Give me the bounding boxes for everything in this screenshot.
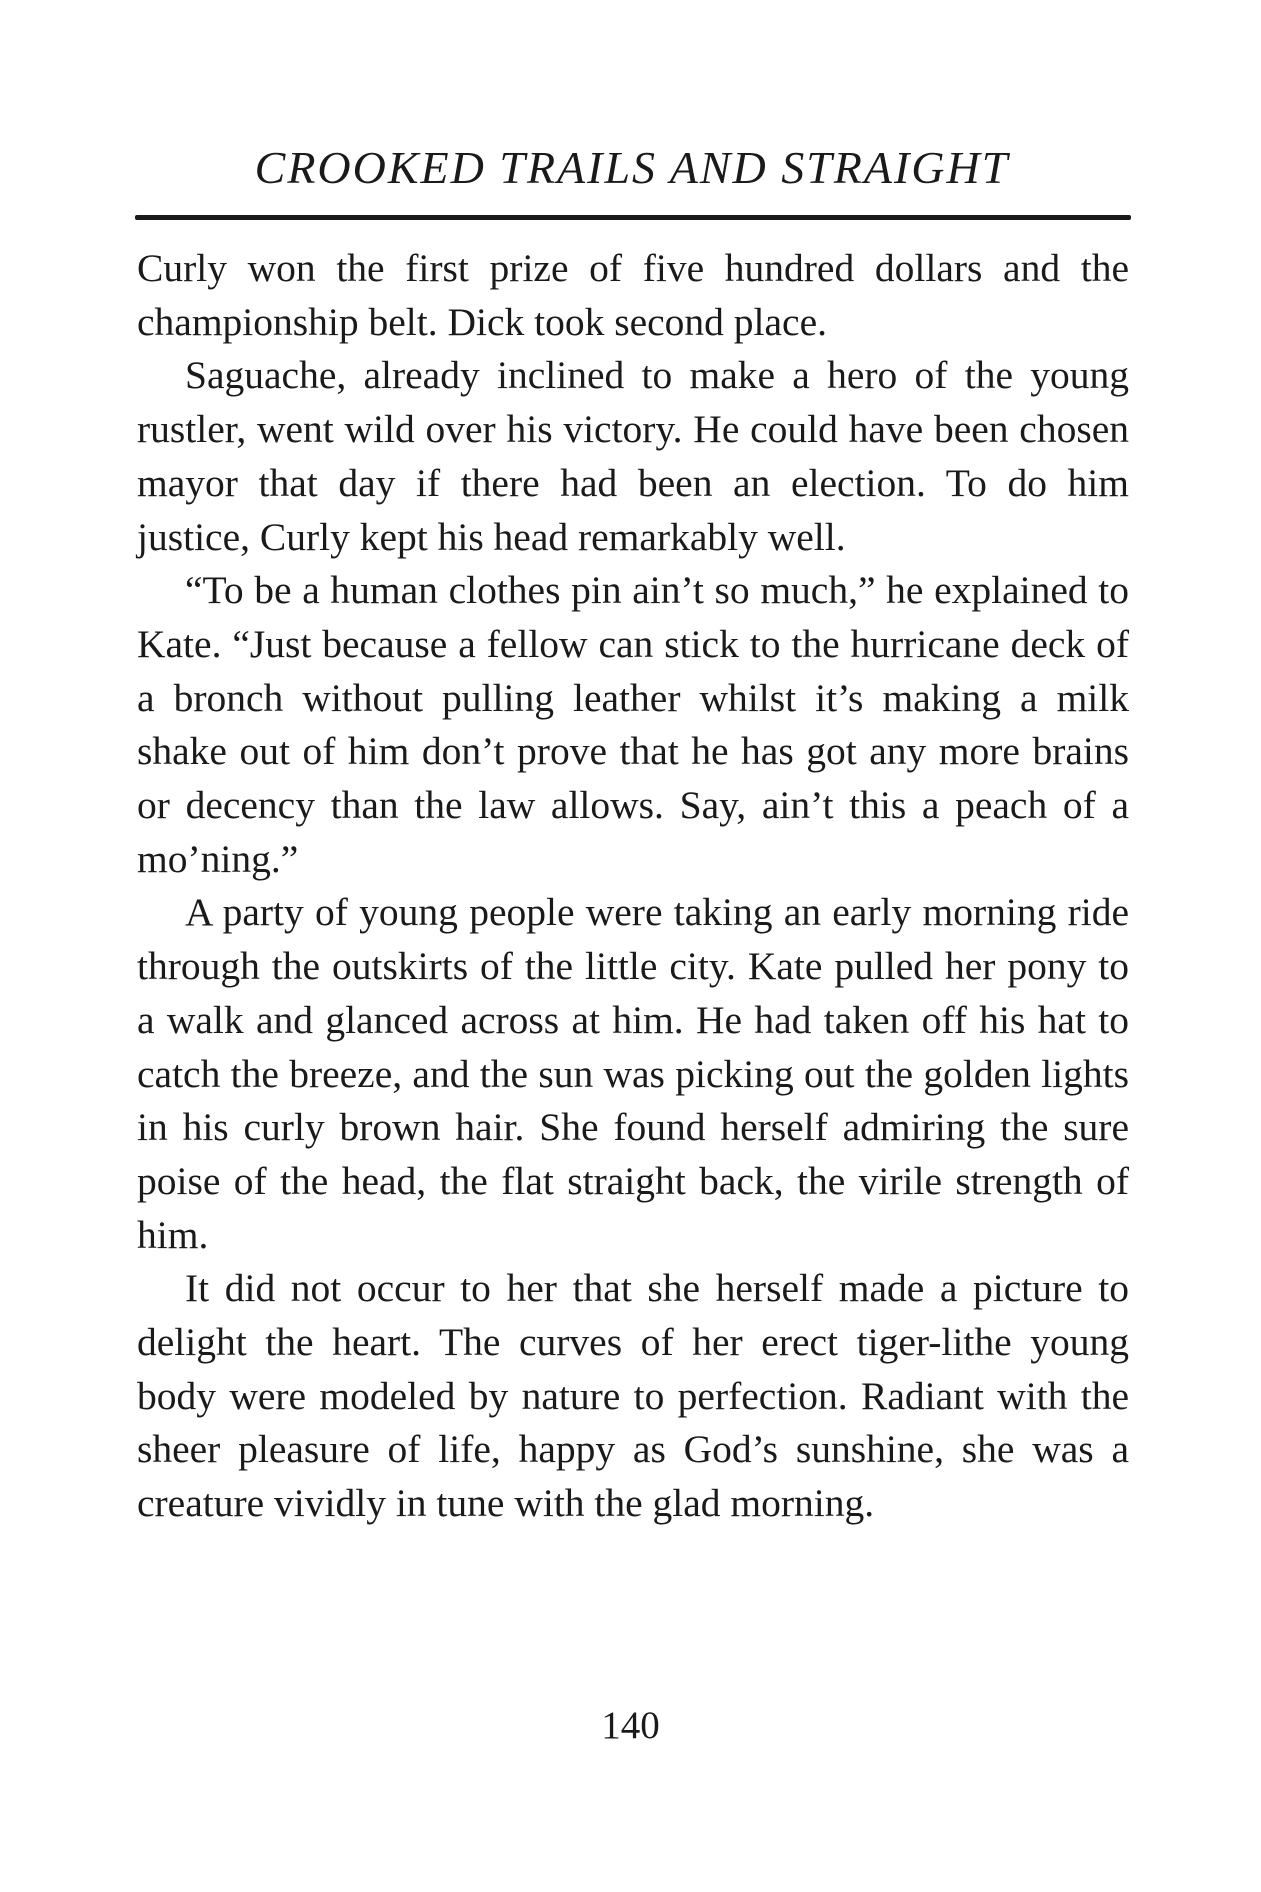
- running-head: CROOKED TRAILS AND STRAIGHT: [254, 142, 1010, 193]
- header-rule: [135, 215, 1131, 220]
- paragraph-1: Curly won the first prize of five hundred dollars and the championship belt. Dick took second place.: [137, 246, 1129, 344]
- paragraph-2: Saguache, already inclined to make a hero of the young rustler, went wild over his victory. He could have been chosen mayor that day if there had been an election. To do him justice, Curly kept his head remarkably well.: [137, 353, 1129, 559]
- paragraph-3: “To be a human clothes pin ain’t so much,” he explained to Kate. “Just because a fellow can stick to the hurricane deck of a bronch without pulling leather whilst it’s making a milk shake out of him don’t prove that he has got any more brains or decency than the law allows. Say, ain’t this a peach of a mo’ning.”: [137, 568, 1129, 881]
- body-text: [137, 242, 1129, 1531]
- paragraph-5: It did not occur to her that she herself made a picture to delight the heart. The curves of her erect tiger-lithe young body were modeled by nature to perfection. Radiant with the sheer pleasure of life, happy as God’s sunshine, she was a creature vividly in tune with the glad morning.: [137, 1266, 1129, 1526]
- paragraph-4: A party of young people were taking an early morning ride through the outskirts of the little city. Kate pulled her pony to a walk and glanced across at him. He had taken off his hat to catch the breeze, and the sun was picking out the golden lights in his curly brown hair. She found herself admiring the sure poise of the head, the flat straight back, the virile strength of him.: [137, 890, 1129, 1257]
- page-number: 140: [601, 1704, 660, 1747]
